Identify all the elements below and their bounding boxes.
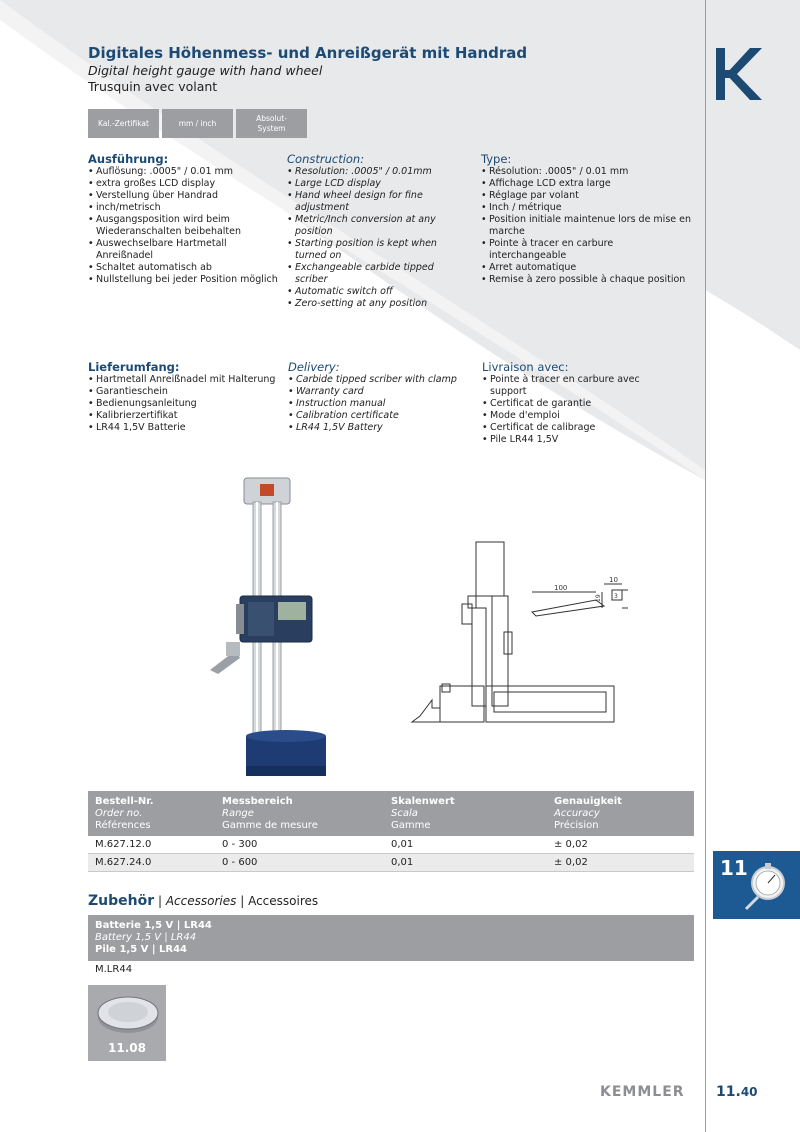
accessory-order-no[interactable]: M.LR44 xyxy=(95,964,133,975)
list-item: • Pointe à tracer en carbure avec support xyxy=(482,374,642,398)
list-item: • Automatic switch off xyxy=(287,286,467,298)
list-item: • Réglage par volant xyxy=(481,190,691,202)
header-order-no: Bestell-Nr. Order no. Références xyxy=(88,791,215,836)
table-row xyxy=(88,836,694,854)
scale-cell: 0,01 xyxy=(384,854,547,872)
delivery-de xyxy=(88,360,278,434)
footer-brand: KEMMLER xyxy=(600,1084,685,1100)
list-item: • Nullstellung bei jeder Position möglich xyxy=(88,274,278,286)
features-en xyxy=(287,152,467,310)
list-item: • Auswechselbare Hartmetall Anreißnadel xyxy=(88,238,278,262)
order-no-cell[interactable]: M.627.12.0 xyxy=(88,836,215,854)
battery-icon xyxy=(88,985,166,1041)
list-item: • Ausgangsposition wird beim Wiederanschalten beibehalten xyxy=(88,214,278,238)
features-en-list xyxy=(287,166,467,310)
features-de xyxy=(88,152,278,286)
list-item: • Instruction manual xyxy=(288,398,468,410)
technical-drawing xyxy=(404,536,644,732)
tag-absolute: Absolut- System xyxy=(236,109,307,138)
table-row xyxy=(88,854,694,872)
accessory-en: Battery 1,5 V | LR44 xyxy=(95,932,197,943)
tag-mm-inch: mm / inch xyxy=(162,109,233,138)
list-item: • Pointe à tracer en carbure interchangeable xyxy=(481,238,691,262)
page-divider xyxy=(705,0,706,1132)
features-fr-heading: Type: xyxy=(481,152,512,166)
height-gauge-photo xyxy=(200,474,340,792)
list-item: • Metric/Inch conversion at any position xyxy=(287,214,467,238)
delivery-fr-list xyxy=(482,374,642,446)
list-item: • Position initiale maintenue lors de mise en marche xyxy=(481,214,691,238)
features-de-list xyxy=(88,166,278,286)
list-item: • Carbide tipped scriber with clamp xyxy=(288,374,468,386)
delivery-en-heading: Delivery: xyxy=(288,360,340,374)
accuracy-cell: ± 0,02 xyxy=(547,854,694,872)
accessory-fr: Pile 1,5 V | LR44 xyxy=(95,944,187,955)
list-item: • Remise à zero possible à chaque position xyxy=(481,274,691,286)
list-item: • Bedienungsanleitung xyxy=(88,398,278,410)
tag-calibration: Kal.-Zertifikat xyxy=(88,109,159,138)
title-de: Digitales Höhenmess- und Anreißgerät mit Handrad xyxy=(88,44,528,62)
range-cell: 0 - 600 xyxy=(215,854,384,872)
list-item: • Mode d'emploi xyxy=(482,410,642,422)
features-de-heading: Ausführung: xyxy=(88,152,169,166)
list-item: • Resolution: .0005" / 0.01mm xyxy=(287,166,467,178)
list-item: • Warranty card xyxy=(288,386,468,398)
list-item: • Hand wheel design for fine adjustment xyxy=(287,190,467,214)
list-item: • Certificat de calibrage xyxy=(482,422,642,434)
list-item: • Affichage LCD extra large xyxy=(481,178,691,190)
list-item: • Hartmetall Anreißnadel mit Halterung xyxy=(88,374,278,386)
list-item: • Schaltet automatisch ab xyxy=(88,262,278,274)
feature-tags xyxy=(88,109,307,138)
list-item: • extra großes LCD display xyxy=(88,178,278,190)
list-item: • Auflösung: .0005" / 0.01 mm xyxy=(88,166,278,178)
list-item: • Certificat de garantie xyxy=(482,398,642,410)
list-item: • Starting position is kept when turned on xyxy=(287,238,467,262)
accessories-title: Zubehör | Accessories | Accessoires xyxy=(88,893,319,909)
list-item: • Exchangeable carbide tipped scriber xyxy=(287,262,467,286)
list-item: • Calibration certificate xyxy=(288,410,468,422)
list-item: • Verstellung über Handrad xyxy=(88,190,278,202)
list-item: • Kalibrierzertifikat xyxy=(88,410,278,422)
list-item: • Arret automatique xyxy=(481,262,691,274)
features-fr-list xyxy=(481,166,691,286)
dim-3: 3 xyxy=(614,593,618,600)
accuracy-cell: ± 0,02 xyxy=(547,836,694,854)
order-no-cell[interactable]: M.627.24.0 xyxy=(88,854,215,872)
list-item: • Résolution: .0005" / 0.01 mm xyxy=(481,166,691,178)
delivery-de-list xyxy=(88,374,278,434)
dim-10: 10 xyxy=(609,576,618,584)
title-block xyxy=(88,44,688,95)
dim-100: 100 xyxy=(554,584,568,592)
title-fr: Trusquin avec volant xyxy=(88,79,218,94)
delivery-en xyxy=(288,360,468,434)
kemmler-logo-icon xyxy=(716,48,762,100)
delivery-fr-heading: Livraison avec: xyxy=(482,360,569,374)
header-range: Messbereich Range Gamme de mesure xyxy=(215,791,384,836)
accessory-thumb-label: 11.08 xyxy=(108,1041,146,1055)
accessory-thumbnail[interactable] xyxy=(88,985,166,1061)
list-item: • LR44 1,5V Batterie xyxy=(88,422,278,434)
page-number: 11.40 xyxy=(716,1084,758,1100)
delivery-de-heading: Lieferumfang: xyxy=(88,360,180,374)
chapter-tab[interactable] xyxy=(713,851,800,919)
header-accuracy: Genauigkeit Accuracy Précision xyxy=(547,791,694,836)
table-header-row xyxy=(88,791,694,836)
features-fr xyxy=(481,152,691,286)
scale-cell: 0,01 xyxy=(384,836,547,854)
title-en: Digital height gauge with hand wheel xyxy=(88,63,323,78)
accessory-header xyxy=(88,915,694,961)
order-table xyxy=(88,791,694,872)
delivery-en-list xyxy=(288,374,468,434)
features-en-heading: Construction: xyxy=(287,152,365,166)
list-item: • LR44 1,5V Battery xyxy=(288,422,468,434)
list-item: • Garantieschein xyxy=(88,386,278,398)
list-item: • Large LCD display xyxy=(287,178,467,190)
chapter-number: 11 xyxy=(720,856,748,880)
dim-19: 19 xyxy=(595,594,602,602)
list-item: • inch/metrisch xyxy=(88,202,278,214)
delivery-fr xyxy=(482,360,642,446)
list-item: • Pile LR44 1,5V xyxy=(482,434,642,446)
list-item: • Inch / métrique xyxy=(481,202,691,214)
header-scale: Skalenwert Scala Gamme xyxy=(384,791,547,836)
list-item: • Zero-setting at any position xyxy=(287,298,467,310)
accessory-de: Batterie 1,5 V | LR44 xyxy=(95,920,212,931)
dial-gauge-icon xyxy=(713,851,800,919)
range-cell: 0 - 300 xyxy=(215,836,384,854)
